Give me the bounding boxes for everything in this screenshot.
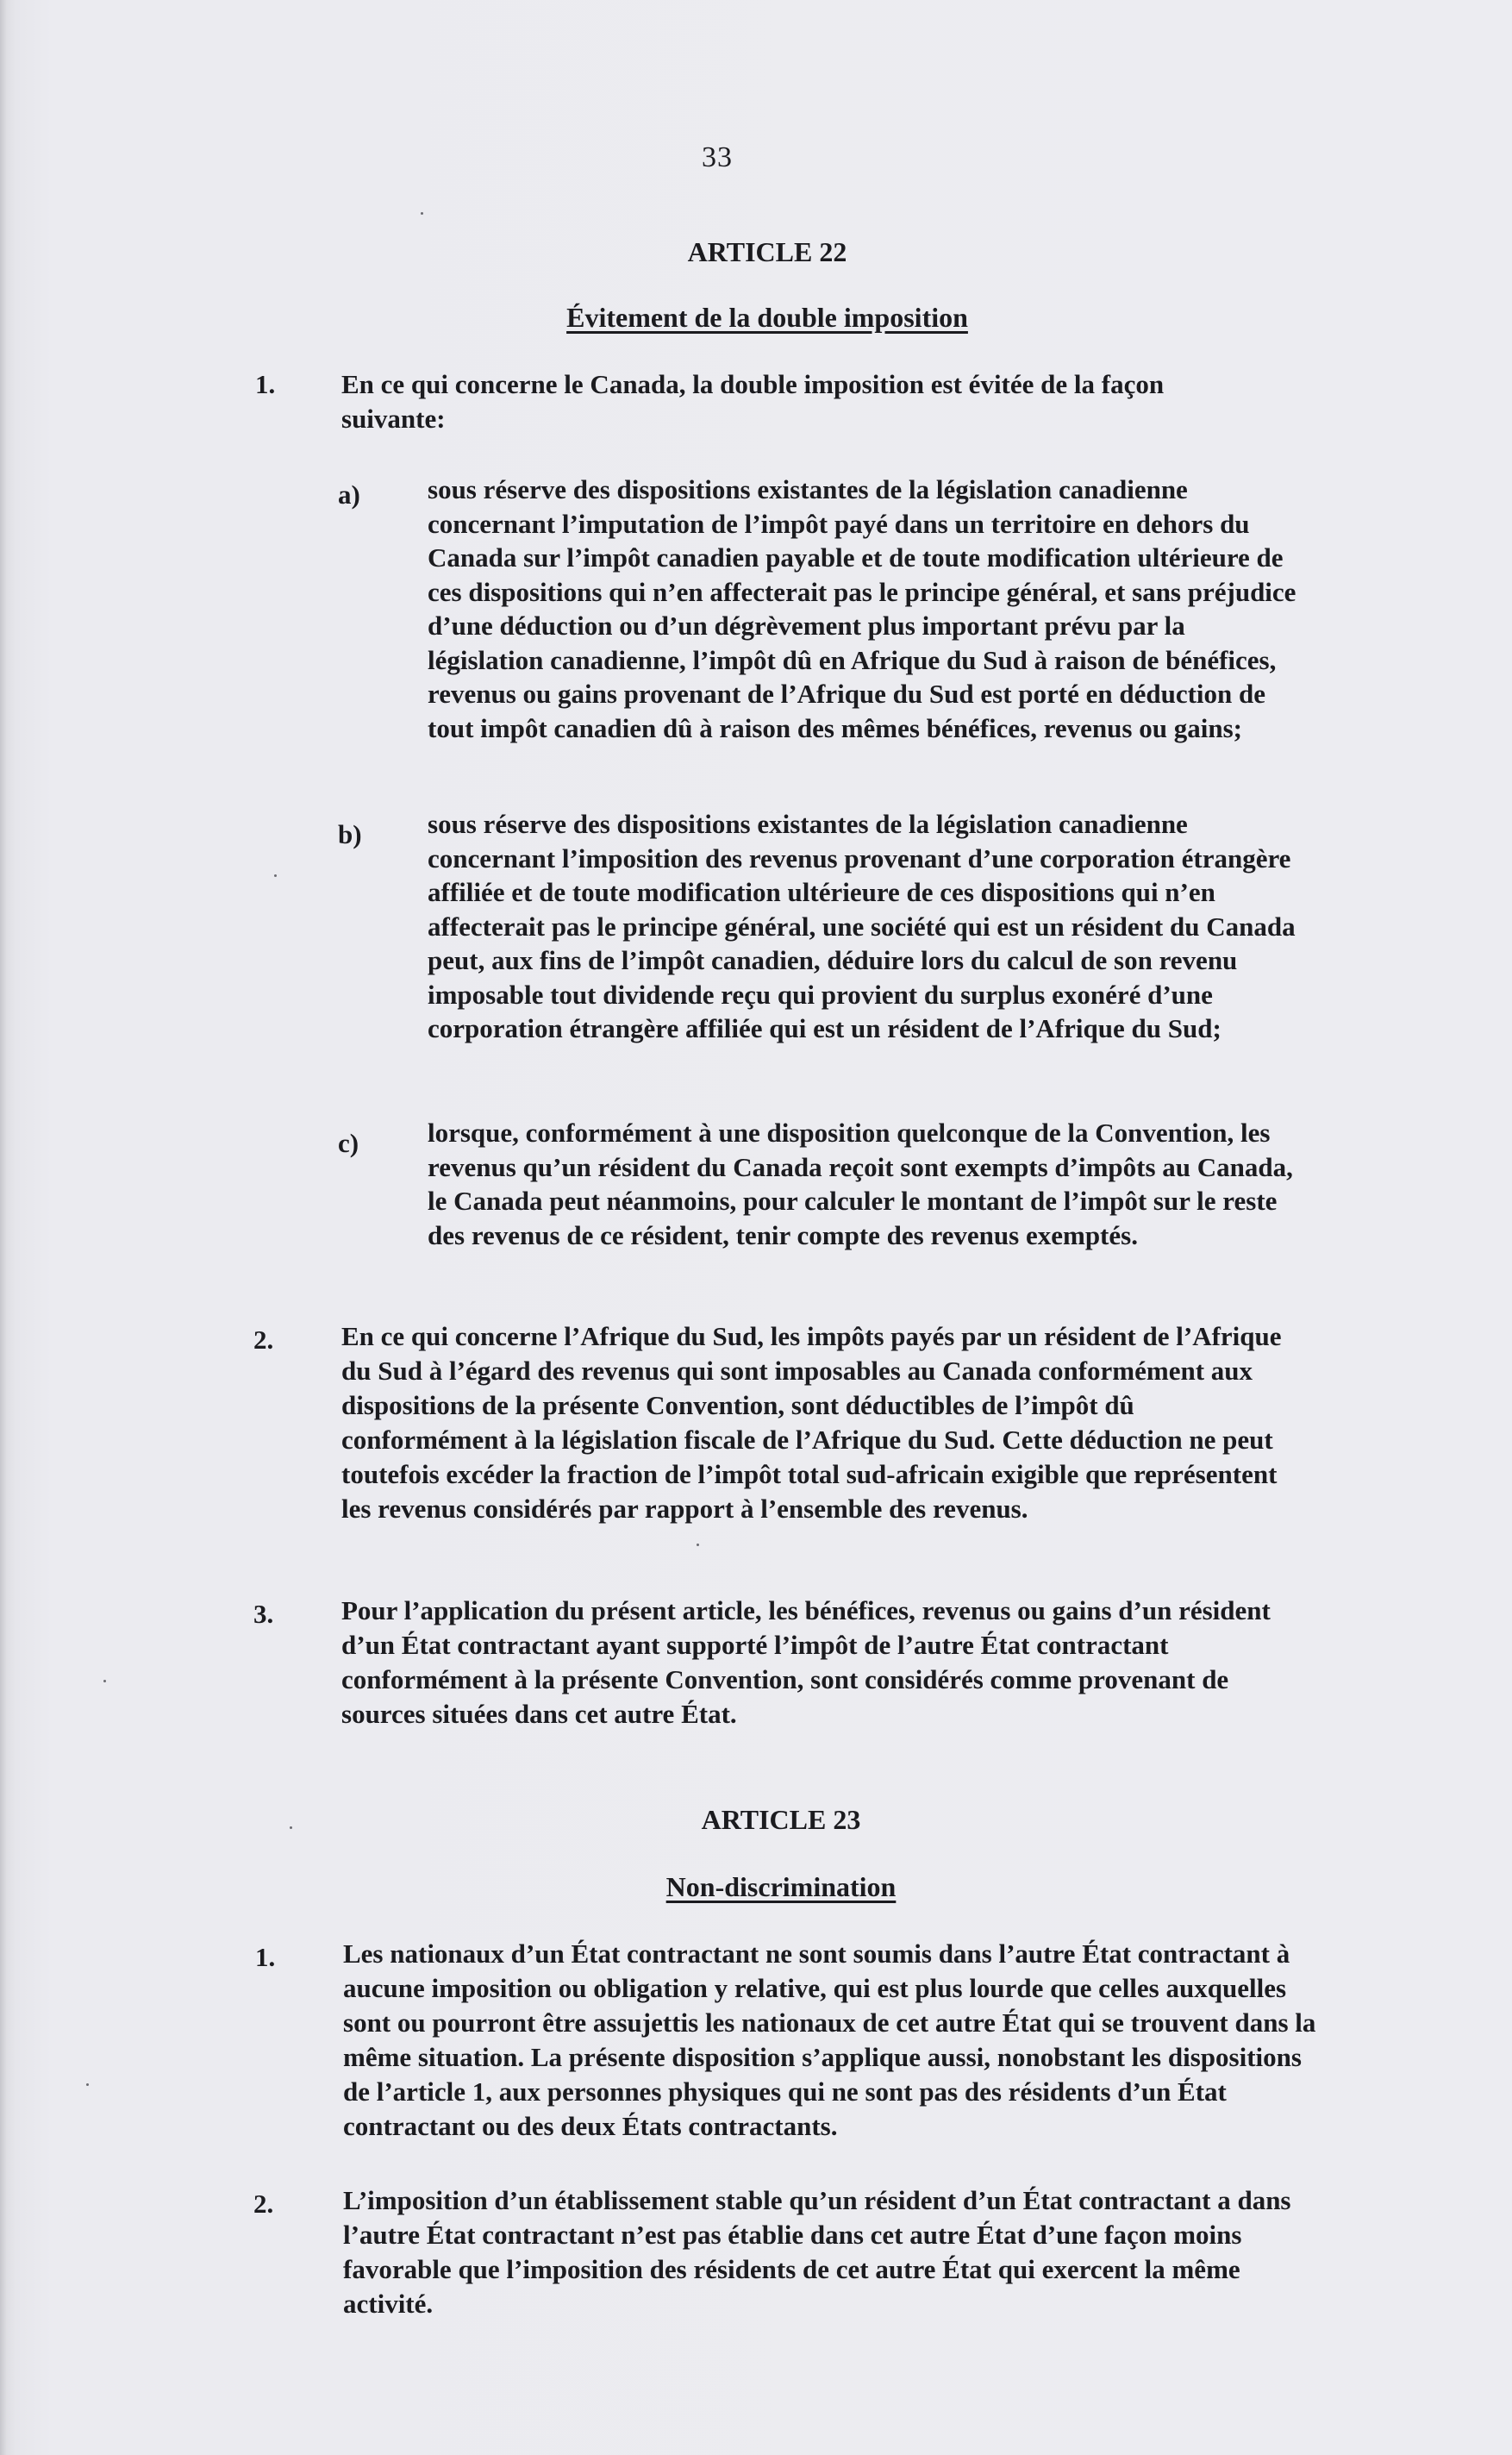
scan-speck bbox=[86, 2083, 89, 2086]
article-22-item-a-text: sous réserve des dispositions existantes de la législation canadienne concernant l’imputation de l’impôt payé dans un territoire en dehors du Canada sur l’impôt canadien payable et de toute modification ultérieure de ces dispositions qui n’en affecterait pas le principe général, et sans préjudice d’une déduction ou d’un dégrèvement plus important prévu par la législation canadienne, l’impôt dû en Afrique du Sud à raison de bénéfices, revenus ou gains provenant de l’Afrique du Sud est porté en déduction de tout impôt canadien dû à raison des mêmes bénéfices, revenus ou gains; bbox=[428, 474, 1296, 743]
article-23-p2-number: 2. bbox=[253, 2189, 274, 2219]
article-22-item-c-text: lorsque, conformément à une disposition quelconque de la Convention, les revenus qu’un résident du Canada reçoit sont exempts d’impôts au Canada, le Canada peut néanmoins, pour calculer le montant de l’impôt sur le reste des revenus de ce résident, tenir compte des revenus exemptés. bbox=[428, 1118, 1293, 1250]
scan-speck bbox=[697, 1544, 699, 1546]
article-22-item-b-label: b) bbox=[338, 819, 362, 849]
page-number: 33 bbox=[702, 141, 733, 173]
scan-speck bbox=[290, 1826, 292, 1829]
article-22-title: ARTICLE 22 bbox=[687, 236, 847, 267]
article-23-title: ARTICLE 23 bbox=[701, 1804, 861, 1835]
scan-speck bbox=[103, 1680, 106, 1682]
article-22-item-b-text: sous réserve des dispositions existantes de la législation canadienne concernant l’imposition des revenus provenant d’une corporation étrangère affiliée et de toute modification ultérieure de ces dispositions qui n’en affecterait pas le principe général, une société qui est un résident du Canada peut, aux fins de l’impôt canadien, déduire lors du calcul de son revenu imposable tout dividende reçu qui provient du surplus exonéré d’une corporation étrangère affiliée qui est un résident de l’Afrique du Sud; bbox=[428, 809, 1296, 1043]
article-23-p1-number: 1. bbox=[255, 1942, 276, 1972]
page-left-edge bbox=[0, 0, 7, 2455]
article-22-p2-text: En ce qui concerne l’Afrique du Sud, les impôts payés par un résident de l’Afrique du Sud à l’égard des revenus qui sont imposables au Canada conformément aux dispositions de la présente Convention, sont déductibles de l’impôt dû conformément à la législation fiscale de l’Afrique du Sud. Cette déduction ne peut toutefois excéder la fraction de l’impôt total sud-africain exigible que représentent les revenus considérés par rapport à l’ensemble des revenus. bbox=[341, 1321, 1282, 1524]
article-22-p1-intro: En ce qui concerne le Canada, la double imposition est évitée de la façon suivante: bbox=[341, 369, 1165, 434]
article-22-item-a-label: a) bbox=[338, 479, 360, 510]
article-22-p3-text: Pour l’application du présent article, les bénéfices, revenus ou gains d’un résident d’un État contractant ayant supporté l’impôt de l’autre État contractant conformément à la présente Convention, sont considérés comme provenant de sources situées dans cet autre État. bbox=[341, 1595, 1271, 1729]
article-23-p2-text: L’imposition d’un établissement stable qu’un résident d’un État contractant a dans l’autre État contractant n’est pas établie dans cet autre État d’une façon moins favorable que l’imposition des résidents de cet autre État qui exercent la même activité. bbox=[343, 2185, 1291, 2319]
article-23-subtitle: Non-discrimination bbox=[665, 1871, 897, 1902]
article-22-p3-number: 3. bbox=[253, 1599, 274, 1629]
article-22-p2-number: 2. bbox=[253, 1325, 274, 1355]
article-22-item-c-label: c) bbox=[338, 1128, 359, 1158]
scan-speck bbox=[421, 212, 423, 215]
article-22-subtitle: Évitement de la double imposition bbox=[566, 302, 968, 333]
article-23-p1-text: Les nationaux d’un État contractant ne sont soumis dans l’autre État contractant à aucune imposition ou obligation y relative, qui est plus lourde que celles auxquelles sont ou pourront être assujettis les nationaux de cet autre État qui se trouvent dans la même situation. La présente disposition s’applique aussi, nonobstant les dispositions de l’article 1, aux personnes physiques qui ne sont pas des résidents d’un État contractant ou des deux États contractants. bbox=[343, 1938, 1316, 2141]
scan-speck bbox=[274, 874, 277, 877]
article-22-p1-number: 1. bbox=[255, 369, 276, 399]
